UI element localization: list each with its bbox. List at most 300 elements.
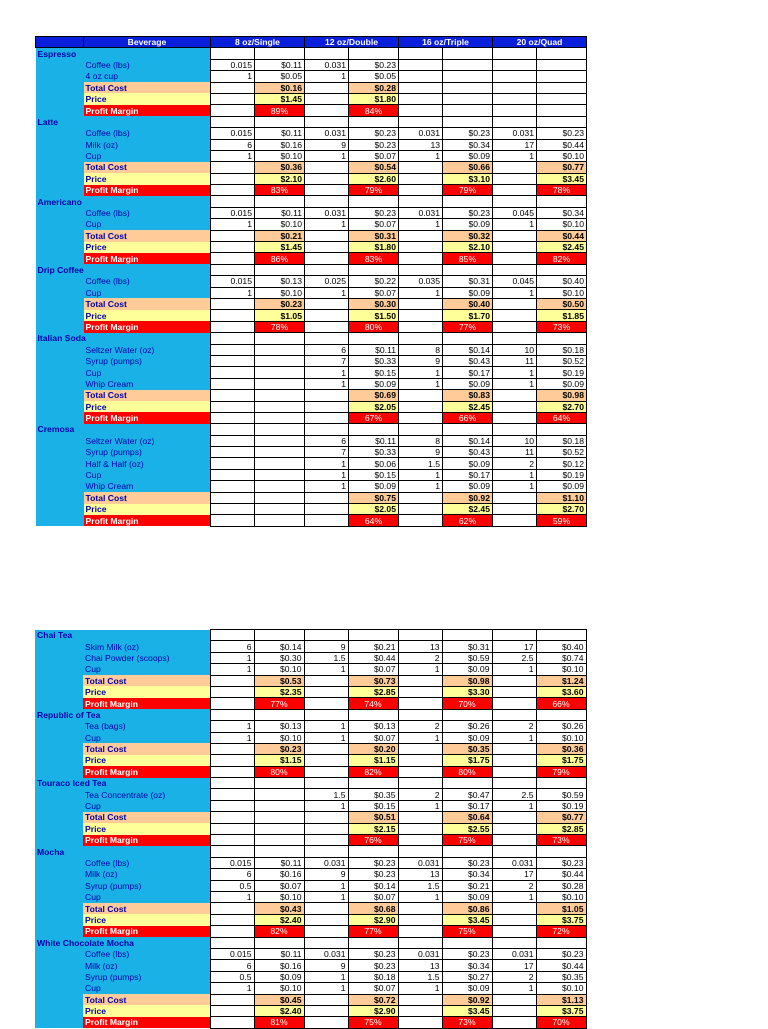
row-label: Coffee (lbs) bbox=[84, 207, 211, 218]
value-cell: $0.09 bbox=[537, 378, 587, 389]
value-cell: $0.74 bbox=[536, 652, 586, 663]
quantity-cell: 1 bbox=[304, 721, 348, 732]
empty-cell bbox=[536, 778, 586, 789]
quantity-cell: 0.031 bbox=[399, 207, 443, 218]
value-cell: $0.11 bbox=[349, 435, 399, 446]
empty-cell bbox=[443, 196, 493, 207]
quantity-cell bbox=[210, 903, 254, 914]
value-cell: 73% bbox=[442, 1017, 492, 1028]
empty-cell bbox=[305, 48, 349, 59]
value-cell: $0.22 bbox=[349, 276, 399, 287]
quantity-cell bbox=[399, 173, 443, 184]
value-cell: $0.09 bbox=[442, 983, 492, 994]
table-row bbox=[36, 219, 587, 230]
quantity-cell: 6 bbox=[210, 960, 254, 971]
table-row bbox=[36, 321, 587, 332]
quantity-cell: 1 bbox=[211, 71, 255, 82]
quantity-cell bbox=[398, 755, 442, 766]
value-cell: $0.44 bbox=[536, 869, 586, 880]
value-cell: $0.31 bbox=[349, 230, 399, 241]
value-cell: $2.45 bbox=[537, 242, 587, 253]
empty-cell bbox=[255, 333, 305, 344]
quantity-cell bbox=[211, 390, 255, 401]
value-cell: $0.32 bbox=[443, 230, 493, 241]
quantity-cell bbox=[493, 310, 537, 321]
row-spacer bbox=[35, 891, 83, 902]
value-cell bbox=[537, 105, 587, 116]
value-cell: $0.05 bbox=[349, 71, 399, 82]
empty-cell bbox=[493, 116, 537, 127]
value-cell: $0.17 bbox=[442, 800, 492, 811]
value-cell: $0.11 bbox=[255, 59, 305, 70]
table-row bbox=[36, 390, 587, 401]
empty-cell bbox=[349, 48, 399, 59]
value-cell: $0.77 bbox=[536, 812, 586, 823]
quantity-cell bbox=[493, 390, 537, 401]
quantity-cell: 0.015 bbox=[210, 948, 254, 959]
quantity-cell bbox=[305, 390, 349, 401]
value-cell: $0.10 bbox=[536, 891, 586, 902]
value-cell: $1.24 bbox=[536, 675, 586, 686]
value-cell bbox=[254, 789, 304, 800]
row-spacer bbox=[36, 435, 84, 446]
quantity-cell: 1 bbox=[399, 150, 443, 161]
category-row bbox=[36, 424, 587, 435]
table-row bbox=[35, 652, 586, 663]
value-cell: $0.34 bbox=[443, 139, 493, 150]
empty-cell bbox=[304, 937, 348, 948]
quantity-cell bbox=[305, 492, 349, 503]
value-cell: 84% bbox=[349, 105, 399, 116]
empty-cell bbox=[305, 264, 349, 275]
empty-cell bbox=[254, 709, 304, 720]
table-row bbox=[36, 82, 587, 93]
quantity-cell bbox=[305, 412, 349, 423]
empty-cell bbox=[348, 709, 398, 720]
value-cell: $0.10 bbox=[536, 664, 586, 675]
empty-cell bbox=[348, 630, 398, 641]
category-row bbox=[35, 937, 586, 948]
row-spacer bbox=[35, 812, 83, 823]
value-cell: 67% bbox=[349, 412, 399, 423]
value-cell: $0.98 bbox=[537, 390, 587, 401]
value-cell bbox=[537, 93, 587, 104]
table-row bbox=[36, 367, 587, 378]
table-row bbox=[36, 469, 587, 480]
table-row bbox=[35, 880, 586, 891]
quantity-cell: 1 bbox=[492, 732, 536, 743]
table-row bbox=[35, 971, 586, 982]
value-cell bbox=[443, 105, 493, 116]
header-size: 20 oz/Quad bbox=[493, 37, 587, 48]
value-cell: $0.23 bbox=[348, 948, 398, 959]
table-row bbox=[35, 1005, 586, 1016]
quantity-cell: 1 bbox=[305, 378, 349, 389]
empty-cell bbox=[254, 937, 304, 948]
quantity-cell: 0.031 bbox=[304, 948, 348, 959]
table-row bbox=[36, 139, 587, 150]
quantity-cell: 1 bbox=[211, 287, 255, 298]
row-label: Coffee (lbs) bbox=[83, 857, 210, 868]
value-cell: $0.43 bbox=[443, 355, 493, 366]
value-cell: $0.21 bbox=[442, 880, 492, 891]
table-row bbox=[36, 515, 587, 526]
value-cell: $0.11 bbox=[349, 344, 399, 355]
value-cell: 77% bbox=[348, 926, 398, 937]
row-label: Profit Margin bbox=[84, 412, 211, 423]
empty-cell bbox=[349, 264, 399, 275]
quantity-cell bbox=[211, 401, 255, 412]
row-label: Price bbox=[84, 401, 211, 412]
value-cell: $0.07 bbox=[349, 150, 399, 161]
value-cell: $0.10 bbox=[537, 150, 587, 161]
value-cell bbox=[443, 82, 493, 93]
quantity-cell: 0.015 bbox=[211, 128, 255, 139]
row-spacer bbox=[36, 71, 84, 82]
empty-cell bbox=[442, 778, 492, 789]
empty-cell bbox=[255, 424, 305, 435]
table-row bbox=[36, 276, 587, 287]
row-spacer bbox=[36, 447, 84, 458]
quantity-cell: 0.015 bbox=[211, 276, 255, 287]
quantity-cell bbox=[398, 766, 442, 777]
value-cell: $1.15 bbox=[254, 755, 304, 766]
value-cell: 83% bbox=[349, 253, 399, 264]
row-spacer bbox=[35, 789, 83, 800]
empty-cell bbox=[255, 48, 305, 59]
quantity-cell bbox=[211, 185, 255, 196]
quantity-cell bbox=[210, 743, 254, 754]
beverage-cost-table bbox=[35, 36, 587, 527]
quantity-cell bbox=[304, 1005, 348, 1016]
row-spacer bbox=[36, 276, 84, 287]
empty-cell bbox=[210, 937, 254, 948]
quantity-cell: 0.045 bbox=[493, 276, 537, 287]
row-label: Cup bbox=[83, 983, 210, 994]
value-cell: 79% bbox=[349, 185, 399, 196]
table-row bbox=[35, 789, 586, 800]
row-label: Total Cost bbox=[84, 230, 211, 241]
value-cell: $1.50 bbox=[349, 310, 399, 321]
value-cell bbox=[255, 492, 305, 503]
quantity-cell: 17 bbox=[492, 960, 536, 971]
value-cell: $0.16 bbox=[255, 139, 305, 150]
quantity-cell: 0.031 bbox=[492, 948, 536, 959]
table-row bbox=[35, 891, 586, 902]
value-cell: $0.51 bbox=[348, 812, 398, 823]
value-cell: $0.72 bbox=[348, 994, 398, 1005]
value-cell: $0.44 bbox=[536, 960, 586, 971]
category-row bbox=[36, 333, 587, 344]
quantity-cell bbox=[398, 1017, 442, 1028]
value-cell: $0.09 bbox=[537, 481, 587, 492]
row-spacer bbox=[36, 82, 84, 93]
table-row bbox=[35, 675, 586, 686]
value-cell: $0.23 bbox=[442, 948, 492, 959]
value-cell bbox=[537, 71, 587, 82]
value-cell: 85% bbox=[443, 253, 493, 264]
row-label: Profit Margin bbox=[83, 835, 210, 846]
row-spacer bbox=[36, 230, 84, 241]
value-cell: $0.83 bbox=[443, 390, 493, 401]
empty-cell bbox=[492, 709, 536, 720]
quantity-cell: 1 bbox=[305, 71, 349, 82]
quantity-cell bbox=[492, 914, 536, 925]
table-row bbox=[35, 983, 586, 994]
row-spacer bbox=[36, 253, 84, 264]
quantity-cell bbox=[492, 675, 536, 686]
empty-cell bbox=[443, 424, 493, 435]
quantity-cell bbox=[304, 835, 348, 846]
quantity-cell bbox=[211, 435, 255, 446]
quantity-cell bbox=[305, 401, 349, 412]
value-cell: $0.10 bbox=[254, 983, 304, 994]
row-spacer bbox=[36, 162, 84, 173]
header-size: 8 oz/Single bbox=[211, 37, 305, 48]
category-name: Americano bbox=[36, 196, 211, 207]
value-cell: $0.06 bbox=[349, 458, 399, 469]
value-cell bbox=[255, 401, 305, 412]
row-label: Half & Half (oz) bbox=[84, 458, 211, 469]
category-name: Republic of Tea bbox=[35, 709, 210, 720]
category-row bbox=[36, 264, 587, 275]
table-row bbox=[35, 732, 586, 743]
empty-cell bbox=[210, 630, 254, 641]
quantity-cell bbox=[493, 492, 537, 503]
value-cell: $0.44 bbox=[348, 652, 398, 663]
quantity-cell bbox=[210, 766, 254, 777]
category-row bbox=[35, 630, 586, 641]
quantity-cell: 1 bbox=[305, 367, 349, 378]
quantity-cell bbox=[305, 242, 349, 253]
category-row bbox=[35, 709, 586, 720]
empty-cell bbox=[493, 48, 537, 59]
quantity-cell bbox=[210, 812, 254, 823]
value-cell: $3.10 bbox=[443, 173, 493, 184]
quantity-cell bbox=[305, 173, 349, 184]
row-label: Profit Margin bbox=[84, 515, 211, 526]
quantity-cell bbox=[211, 298, 255, 309]
quantity-cell bbox=[211, 367, 255, 378]
value-cell: $0.10 bbox=[254, 732, 304, 743]
empty-cell bbox=[211, 196, 255, 207]
quantity-cell: 0.5 bbox=[210, 971, 254, 982]
value-cell: $0.23 bbox=[348, 869, 398, 880]
quantity-cell bbox=[399, 298, 443, 309]
table-row bbox=[35, 641, 586, 652]
row-label: Chai Powder (scoops) bbox=[83, 652, 210, 663]
row-label: Milk (oz) bbox=[83, 869, 210, 880]
value-cell: $0.64 bbox=[442, 812, 492, 823]
quantity-cell: 0.031 bbox=[305, 59, 349, 70]
quantity-cell bbox=[211, 82, 255, 93]
quantity-cell bbox=[492, 743, 536, 754]
row-label: Whip Cream bbox=[84, 378, 211, 389]
value-cell: $0.23 bbox=[349, 59, 399, 70]
header-row bbox=[36, 37, 587, 48]
table-row bbox=[35, 960, 586, 971]
empty-cell bbox=[398, 846, 442, 857]
row-label: Coffee (lbs) bbox=[84, 128, 211, 139]
value-cell bbox=[255, 458, 305, 469]
value-cell: $0.59 bbox=[442, 652, 492, 663]
empty-cell bbox=[211, 424, 255, 435]
row-spacer bbox=[36, 412, 84, 423]
category-name: Cremosa bbox=[36, 424, 211, 435]
quantity-cell: 1 bbox=[399, 287, 443, 298]
empty-cell bbox=[304, 778, 348, 789]
quantity-cell bbox=[493, 82, 537, 93]
header-size: 12 oz/Double bbox=[305, 37, 399, 48]
quantity-cell bbox=[211, 469, 255, 480]
quantity-cell bbox=[399, 515, 443, 526]
value-cell: 75% bbox=[442, 926, 492, 937]
quantity-cell bbox=[492, 812, 536, 823]
row-label: Cup bbox=[84, 367, 211, 378]
table-row bbox=[36, 412, 587, 423]
value-cell bbox=[255, 412, 305, 423]
row-spacer bbox=[36, 367, 84, 378]
empty-cell bbox=[537, 264, 587, 275]
value-cell: $0.11 bbox=[254, 948, 304, 959]
empty-cell bbox=[537, 424, 587, 435]
value-cell: $1.75 bbox=[442, 755, 492, 766]
row-spacer bbox=[36, 469, 84, 480]
value-cell: 62% bbox=[443, 515, 493, 526]
row-spacer bbox=[35, 664, 83, 675]
quantity-cell: 11 bbox=[493, 447, 537, 458]
value-cell: $0.09 bbox=[349, 378, 399, 389]
value-cell: $0.17 bbox=[443, 469, 493, 480]
row-spacer bbox=[36, 458, 84, 469]
quantity-cell bbox=[210, 1005, 254, 1016]
table-row bbox=[36, 128, 587, 139]
value-cell: $0.15 bbox=[349, 367, 399, 378]
row-label: Total Cost bbox=[84, 390, 211, 401]
quantity-cell bbox=[398, 812, 442, 823]
category-row bbox=[35, 846, 586, 857]
value-cell: $0.23 bbox=[537, 128, 587, 139]
value-cell: $1.85 bbox=[537, 310, 587, 321]
row-spacer bbox=[35, 1005, 83, 1016]
empty-cell bbox=[304, 846, 348, 857]
quantity-cell: 10 bbox=[493, 344, 537, 355]
quantity-cell: 0.031 bbox=[398, 948, 442, 959]
quantity-cell bbox=[492, 1005, 536, 1016]
quantity-cell bbox=[399, 242, 443, 253]
quantity-cell: 1 bbox=[492, 664, 536, 675]
row-spacer bbox=[35, 800, 83, 811]
value-cell: $2.90 bbox=[348, 1005, 398, 1016]
quantity-cell: 1 bbox=[493, 367, 537, 378]
empty-cell bbox=[399, 48, 443, 59]
value-cell: $0.11 bbox=[255, 128, 305, 139]
value-cell: 70% bbox=[536, 1017, 586, 1028]
empty-cell bbox=[211, 264, 255, 275]
value-cell: $0.18 bbox=[537, 344, 587, 355]
table-row bbox=[36, 492, 587, 503]
quantity-cell: 1 bbox=[304, 971, 348, 982]
empty-cell bbox=[492, 778, 536, 789]
quantity-cell bbox=[304, 823, 348, 834]
value-cell: $0.35 bbox=[536, 971, 586, 982]
quantity-cell: 1 bbox=[398, 664, 442, 675]
value-cell: $0.10 bbox=[536, 983, 586, 994]
quantity-cell bbox=[211, 173, 255, 184]
row-label: Price bbox=[83, 823, 210, 834]
quantity-cell: 1 bbox=[492, 983, 536, 994]
value-cell: 76% bbox=[348, 835, 398, 846]
value-cell: $0.10 bbox=[255, 219, 305, 230]
value-cell: $0.23 bbox=[349, 139, 399, 150]
row-spacer bbox=[35, 835, 83, 846]
value-cell: $0.09 bbox=[443, 150, 493, 161]
value-cell: $0.27 bbox=[442, 971, 492, 982]
empty-cell bbox=[348, 937, 398, 948]
category-row bbox=[36, 196, 587, 207]
empty-cell bbox=[492, 846, 536, 857]
quantity-cell: 0.045 bbox=[493, 207, 537, 218]
value-cell: $0.16 bbox=[254, 869, 304, 880]
row-spacer bbox=[36, 150, 84, 161]
quantity-cell bbox=[210, 994, 254, 1005]
empty-cell bbox=[493, 196, 537, 207]
value-cell: 81% bbox=[254, 1017, 304, 1028]
empty-cell bbox=[349, 116, 399, 127]
row-label: Coffee (lbs) bbox=[84, 276, 211, 287]
quantity-cell bbox=[210, 914, 254, 925]
quantity-cell bbox=[398, 835, 442, 846]
beverage-cost-table bbox=[35, 629, 587, 1029]
table-row bbox=[36, 504, 587, 515]
quantity-cell bbox=[493, 321, 537, 332]
value-cell: $0.11 bbox=[254, 857, 304, 868]
value-cell: $0.23 bbox=[443, 207, 493, 218]
value-cell: $0.19 bbox=[537, 469, 587, 480]
table-row bbox=[36, 185, 587, 196]
value-cell: $0.28 bbox=[349, 82, 399, 93]
row-label: Total Cost bbox=[83, 743, 210, 754]
quantity-cell bbox=[304, 698, 348, 709]
quantity-cell bbox=[492, 926, 536, 937]
row-label: Coffee (lbs) bbox=[83, 948, 210, 959]
quantity-cell bbox=[492, 835, 536, 846]
value-cell: $1.05 bbox=[255, 310, 305, 321]
quantity-cell: 1 bbox=[305, 469, 349, 480]
quantity-cell bbox=[493, 412, 537, 423]
value-cell: $0.23 bbox=[349, 207, 399, 218]
value-cell: $0.23 bbox=[442, 857, 492, 868]
value-cell: 78% bbox=[537, 185, 587, 196]
value-cell: $0.21 bbox=[348, 641, 398, 652]
value-cell: $0.44 bbox=[537, 139, 587, 150]
row-label: Price bbox=[83, 1005, 210, 1016]
empty-cell bbox=[493, 424, 537, 435]
value-cell: 89% bbox=[255, 105, 305, 116]
value-cell: $0.31 bbox=[443, 276, 493, 287]
quantity-cell bbox=[399, 401, 443, 412]
quantity-cell bbox=[399, 492, 443, 503]
quantity-cell: 1 bbox=[399, 481, 443, 492]
value-cell: 80% bbox=[442, 766, 492, 777]
quantity-cell bbox=[304, 766, 348, 777]
row-spacer bbox=[35, 948, 83, 959]
quantity-cell bbox=[210, 698, 254, 709]
quantity-cell bbox=[210, 789, 254, 800]
row-spacer bbox=[35, 686, 83, 697]
value-cell: $2.40 bbox=[254, 1005, 304, 1016]
quantity-cell: 1 bbox=[305, 458, 349, 469]
